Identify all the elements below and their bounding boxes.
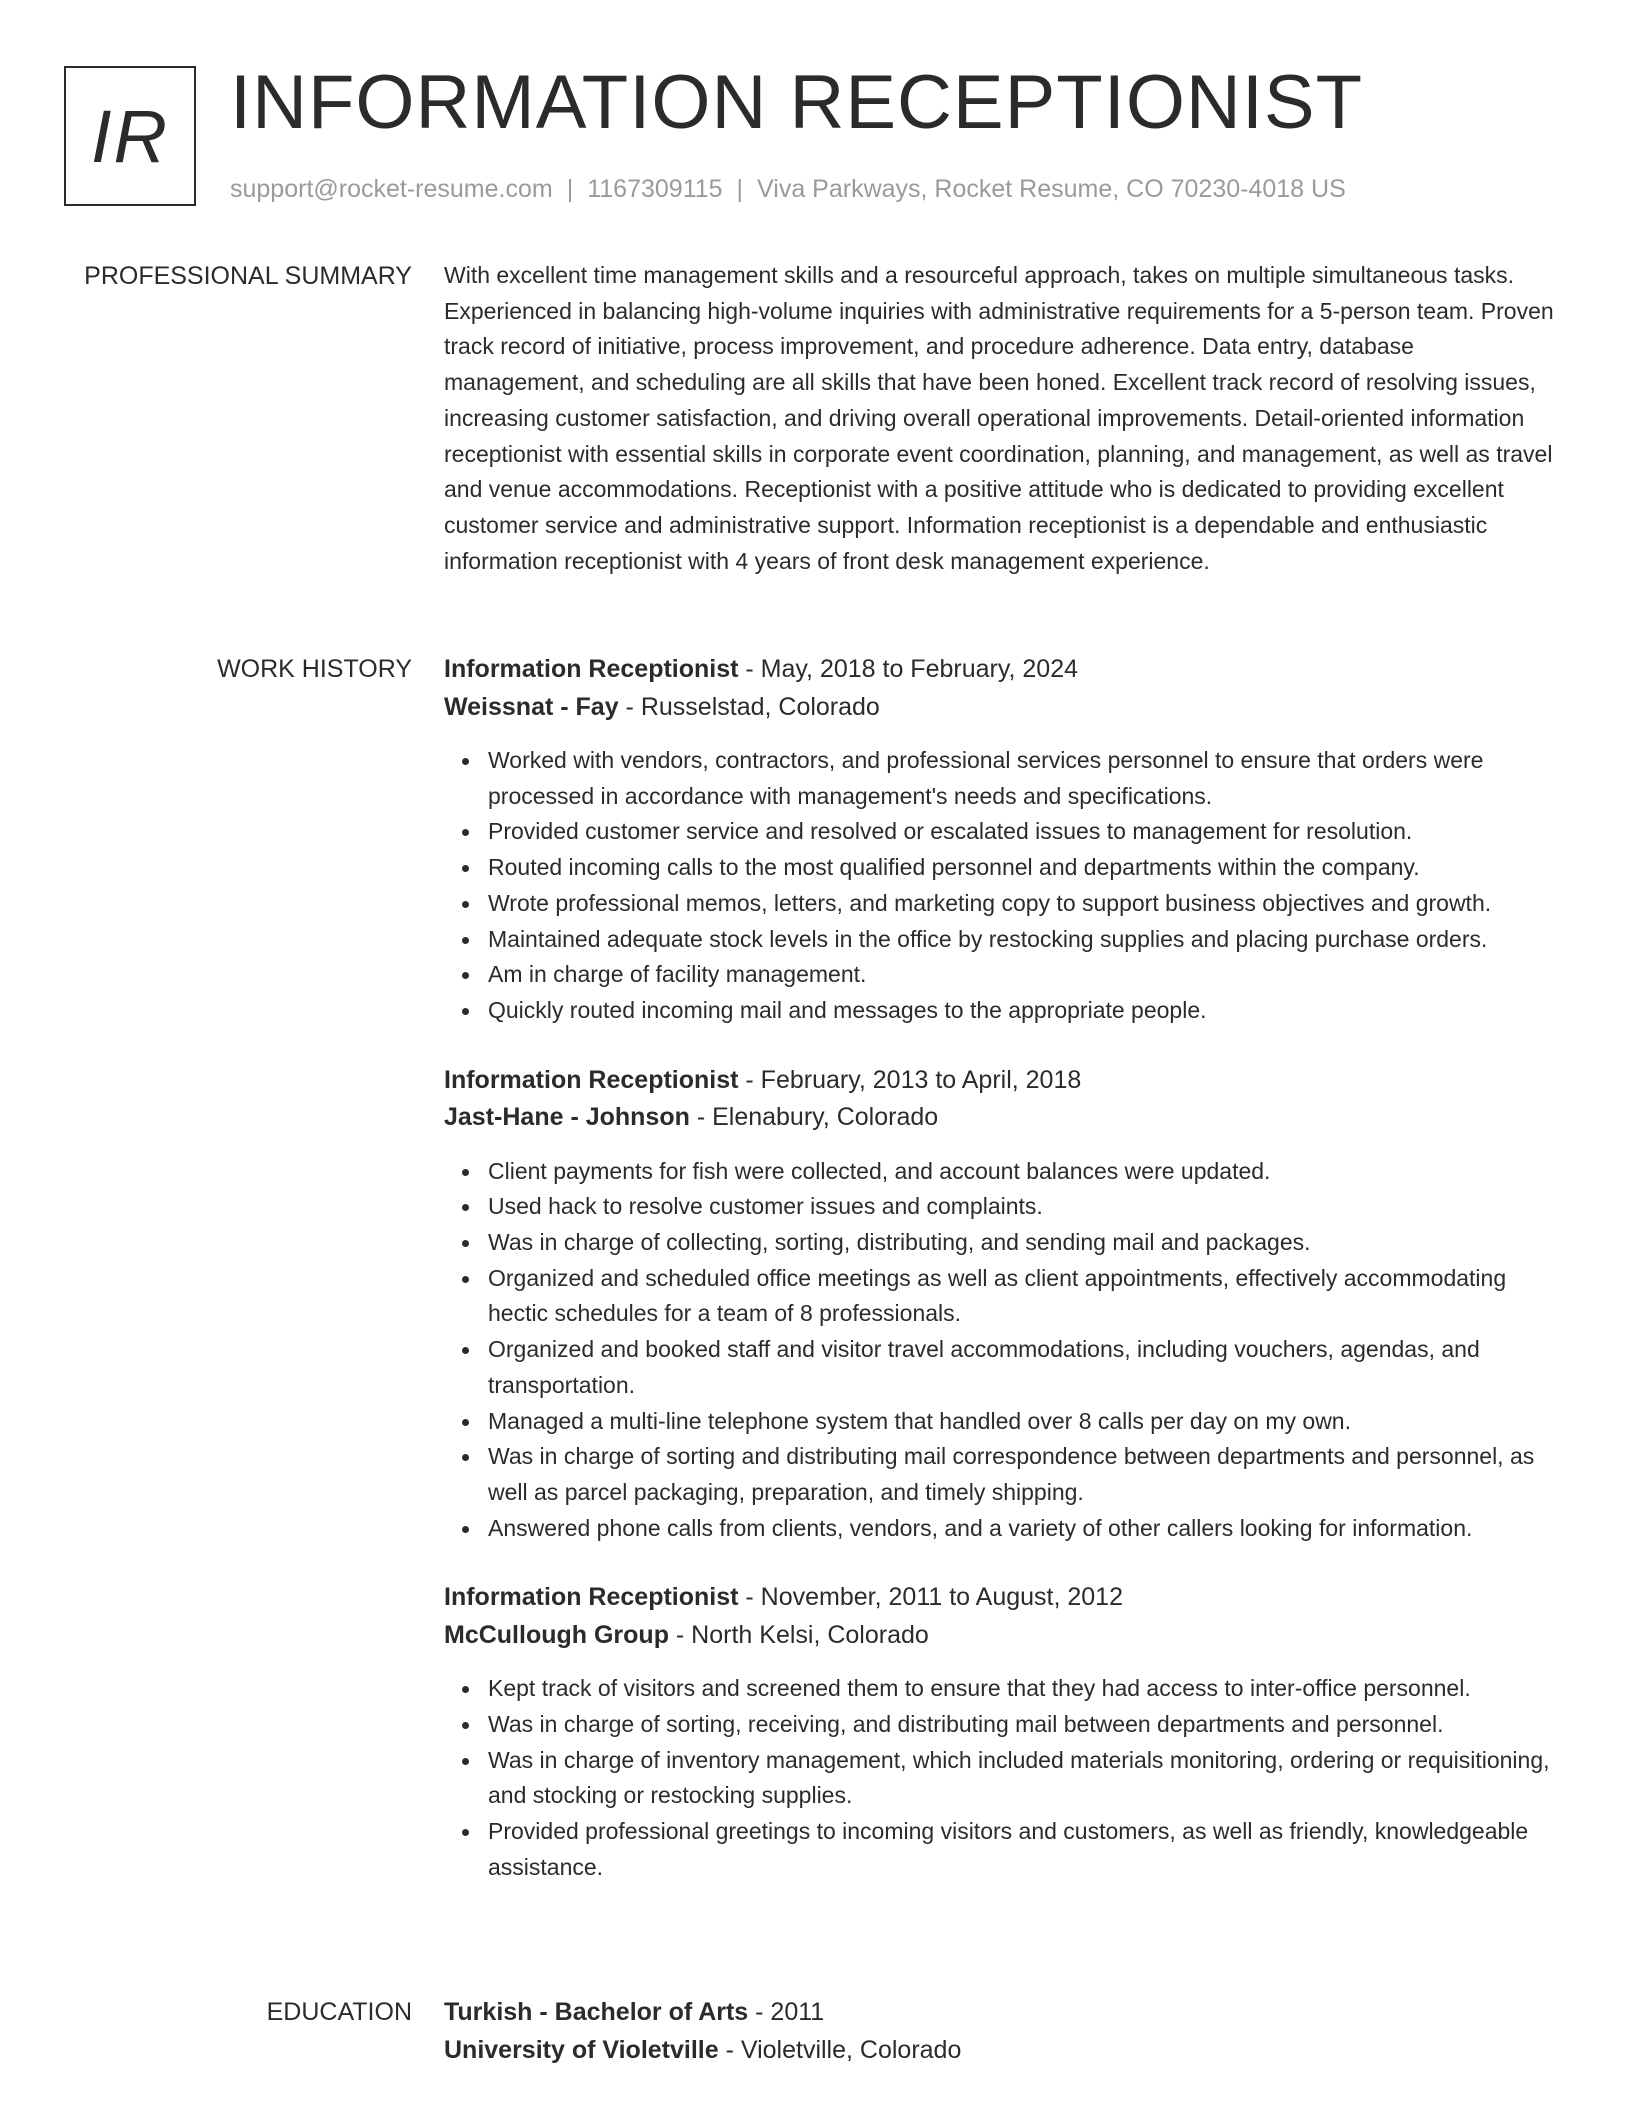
job-company-line [444, 1099, 1556, 1137]
job-dates: - November, 2011 to August, 2012 [738, 1583, 1123, 1612]
education-school: University of Violetville [444, 2035, 719, 2064]
job-bullets [444, 743, 1556, 1029]
job-bullet: Managed a multi-line telephone system that handled over 8 calls per day on my own. [488, 1404, 1556, 1440]
education-heading: EDUCATION [266, 1998, 412, 2026]
job-bullet: Was in charge of sorting and distributing mail correspondence between departments and personnel, as well as parcel packaging, preparation, and timely shipping. [488, 1439, 1556, 1510]
job-location: - Russelstad, Colorado [618, 692, 880, 721]
job-entry [444, 1062, 1556, 1547]
job-company: Weissnat - Fay [444, 692, 619, 721]
education-school-line [444, 2032, 1556, 2070]
job-bullet: Quickly routed incoming mail and messages to the appropriate people. [488, 993, 1556, 1029]
job-title-line [444, 651, 1556, 689]
education-degree: Turkish - Bachelor of Arts [444, 1998, 749, 2026]
job-dates: - May, 2018 to February, 2024 [738, 655, 1078, 683]
job-company-line [444, 1617, 1556, 1655]
job-title: Information Receptionist [444, 655, 739, 683]
contact-address: Viva Parkways, Rocket Resume, CO 70230-4018 US [757, 175, 1346, 203]
contact-email: support@rocket-resume.com [230, 175, 553, 203]
job-company: Jast-Hane - Johnson [444, 1103, 690, 1132]
job-bullet: Provided customer service and resolved or escalated issues to management for resolution. [488, 814, 1556, 850]
job-title-line [444, 1062, 1556, 1100]
resume-title: INFORMATION RECEPTIONIST [230, 60, 1364, 145]
job-bullet: Routed incoming calls to the most qualified personnel and departments within the company. [488, 850, 1556, 886]
education-year: - 2011 [748, 1998, 825, 2026]
monogram-logo: IR [64, 66, 196, 206]
job-entry [444, 651, 1556, 1029]
job-bullet: Used hack to resolve customer issues and complaints. [488, 1189, 1556, 1225]
job-bullets [444, 1671, 1556, 1885]
job-company: McCullough Group [444, 1620, 669, 1649]
job-bullet: Maintained adequate stock levels in the office by restocking supplies and placing purchase orders. [488, 922, 1556, 958]
job-bullet: Worked with vendors, contractors, and professional services personnel to ensure that orders were processed in accordance with management's needs and specifications. [488, 743, 1556, 814]
job-bullet: Was in charge of inventory management, which included materials monitoring, ordering or requisitioning, and stocking or restocking supplies. [488, 1743, 1556, 1814]
job-location: - North Kelsi, Colorado [668, 1620, 929, 1649]
job-bullet: Was in charge of collecting, sorting, distributing, and sending mail and packages. [488, 1225, 1556, 1261]
job-entry [444, 1579, 1556, 1885]
job-company-line [444, 689, 1556, 727]
summary-text: With excellent time management skills and a resourceful approach, takes on multiple simultaneous tasks. Experienced in balancing high-volume inquiries with administrative requirements for a 5-person team. Proven track record of initiative, process improvement, and procedure adherence. Data entry, database management, and scheduling are all skills that have been honed. Excellent track record of resolving issues, increasing customer satisfaction, and driving overall operational improvements. Detail-oriented information receptionist with essential skills in corporate event coordination, planning, and management, as well as travel and venue accommodations. Receptionist with a positive attitude who is dedicated to providing excellent customer service and administrative support. Information receptionist is a dependable and enthusiastic information receptionist with 4 years of front desk management experience. [444, 262, 1554, 574]
job-bullet: Organized and scheduled office meetings as well as client appointments, effectively accommodating hectic schedules for a team of 8 professionals. [488, 1261, 1556, 1332]
job-title: Information Receptionist [444, 1065, 739, 1094]
contact-separator: | [566, 175, 574, 203]
job-bullet: Am in charge of facility management. [488, 957, 1556, 993]
job-bullet: Kept track of visitors and screened them to ensure that they had access to inter-office personnel. [488, 1671, 1556, 1707]
job-bullet: Organized and booked staff and visitor travel accommodations, including vouchers, agendas, and transportation. [488, 1332, 1556, 1403]
job-bullet: Provided professional greetings to incoming visitors and customers, as well as friendly, knowledgeable assistance. [488, 1814, 1556, 1885]
job-bullet: Wrote professional memos, letters, and marketing copy to support business objectives and growth. [488, 886, 1556, 922]
contact-line [230, 172, 1346, 206]
job-bullets [444, 1154, 1556, 1547]
work-history-heading: WORK HISTORY [217, 655, 412, 683]
job-bullet: Answered phone calls from clients, vendors, and a variety of other callers looking for information. [488, 1511, 1556, 1547]
job-bullet: Client payments for fish were collected, and account balances were updated. [488, 1154, 1556, 1190]
job-dates: - February, 2013 to April, 2018 [738, 1065, 1082, 1094]
job-title-line [444, 1579, 1556, 1617]
contact-separator: | [736, 175, 744, 203]
summary-heading: PROFESSIONAL SUMMARY [84, 262, 412, 290]
job-bullet: Was in charge of sorting, receiving, and distributing mail between departments and personnel. [488, 1707, 1556, 1743]
job-title: Information Receptionist [444, 1583, 739, 1612]
education-degree-line [444, 1994, 1556, 2032]
job-location: - Elenabury, Colorado [689, 1103, 939, 1132]
education-location: - Violetville, Colorado [718, 2035, 962, 2064]
contact-phone: 1167309115 [587, 175, 723, 203]
